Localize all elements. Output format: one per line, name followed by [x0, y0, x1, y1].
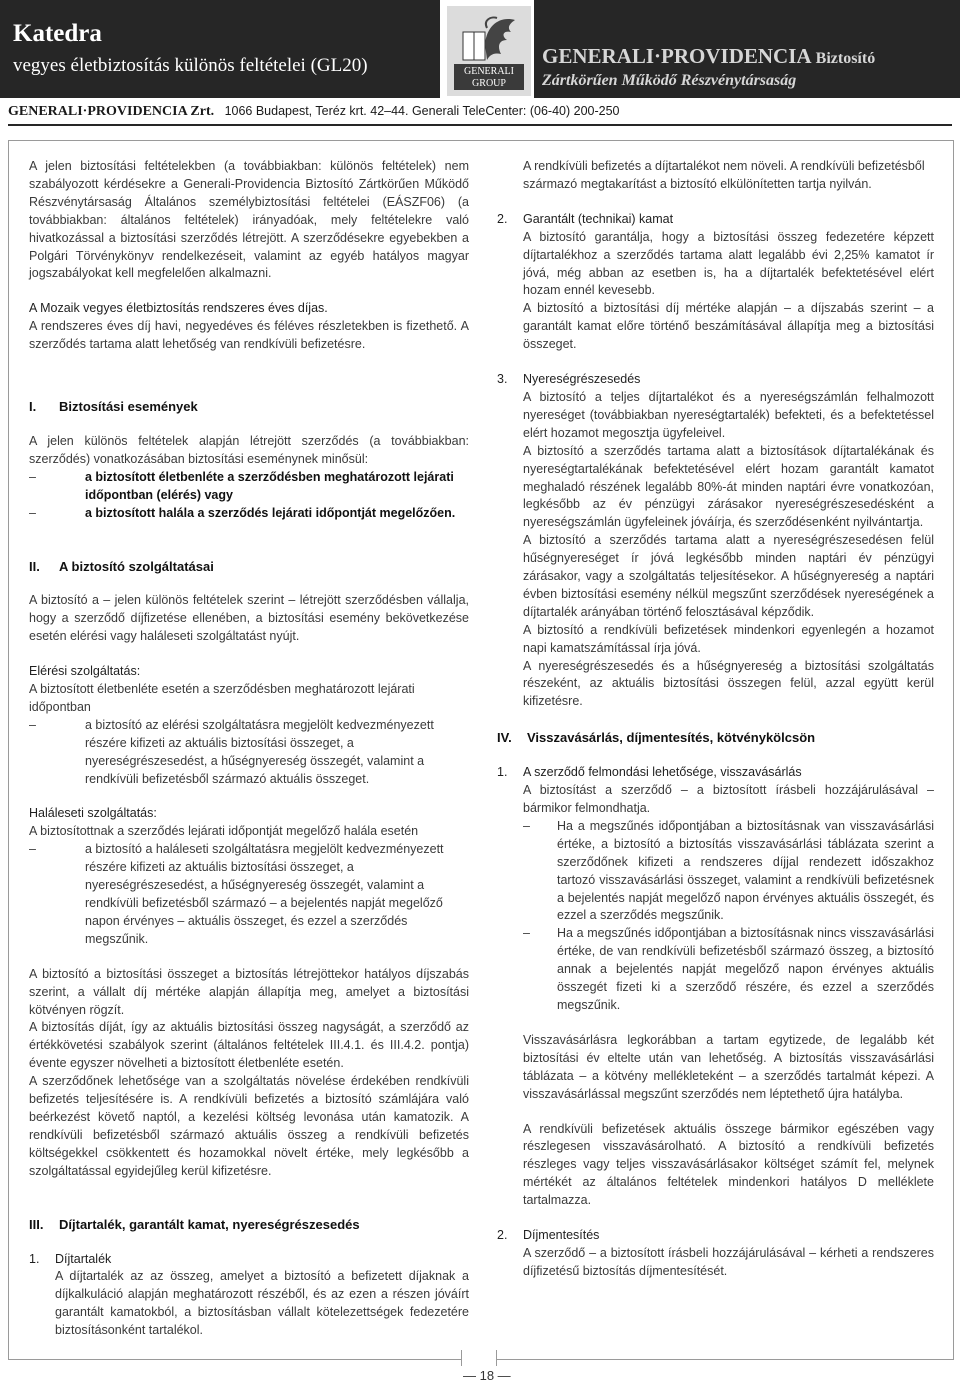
item-number: 1. — [497, 765, 508, 780]
section-heading — [29, 398, 469, 416]
list-item-text: a biztosított halála a szerződés lejárati időpontját megelőzően. — [85, 505, 456, 520]
section-heading — [497, 729, 934, 747]
paragraph: Visszavásárlásra legkorábban a tartam egytizede, de legalább két biztosítási év eltelte után van lehetőség. A biztosítás visszavásárlási táblázata – a kötvény mellékleteként – a szerződés tartalmát képezi. A visszavásárlással megszűnt szerződés nem léptethető újra hatályba. — [523, 1032, 934, 1101]
list-item: – a biztosító a haláleseti szolgáltatásra megjelölt kedvezményezett részére kifizeti az aktuális biztosítási összeget, a nyereségrészesedést, a hűségnyereség összegét, valamint a rendkívüli befizetésből származó – a bejelentés napját megelőző napon érvényes – aktuális összeget, és ezzel a szerződés megszűnik. — [29, 841, 469, 948]
section-heading — [29, 558, 469, 576]
paragraph: A biztosító a rendkívüli befizetések mindenkori egyenlegén a hozamot napi kamatszámítással írja jóvá. — [523, 622, 934, 655]
left-column — [29, 158, 469, 1340]
section-number: IV. — [497, 730, 512, 746]
paragraph: A biztosítást a szerződő – a biztosított írásbeli hozzájárulásával – bármikor felmondhatja. — [523, 783, 934, 815]
brand-name — [542, 44, 875, 69]
logo-badge: GENERALI GROUP — [454, 64, 524, 90]
paragraph: A biztosított életbenléte esetén a szerződésben meghatározott lejárati időpontban — [29, 682, 415, 714]
section-heading — [29, 1216, 469, 1234]
paragraph: A biztosító a szerződés tartama alatt a biztosítások díjtartalékának és nyereségtartalékának befektetésével elért hozam garantált kamatot meghaladó részének legalább 80%-át minden naptári évre vonatkozóan, legkésőbb az év pénzügyi zárásakor nyereségrészesedésként a nyereségszámlán ügyfeleinek jóváírja, és szerződésenként nyilvántartja. — [523, 443, 934, 530]
list-item-text: a biztosító a haláleseti szolgáltatásra megjelölt kedvezményezett részére kifizeti az aktuális biztosítási összeget, a nyereségrészesedést, a hűségnyereség összegét, valamint a rendkívüli befizetésből származó – a bejelentés napját megelőző napon érvényes – aktuális összeget, és ezzel a szerződés megszűnik. — [85, 842, 444, 946]
paragraph: A biztosító garantálja, hogy a biztosítási összeg fedezetére képzett díjtartalékhoz a szerződés tartama alatt legalább évi 2,25% kamatot ír jóvá, még abban az esetben is, ha a díjtartalék befektetésével elért hozam ennél kevesebb. — [523, 229, 934, 298]
paragraph: A biztosítás díját, így az aktuális biztosítási összeg nagyságát, a szerződő az értékkövetési szabályok szerint (általános feltételek III.4.1. és III.4.2. pontja) évente egyszer növelheti a biztosított életbenléte esetén. — [29, 1020, 469, 1071]
item-number: 2. — [497, 211, 508, 226]
section-title: Visszavásárlás, díjmentesítés, kötvénykölcsön — [527, 730, 816, 746]
paragraph: A jelen különös feltételek alapján létrejött szerződés (a továbbiakban: szerződés) vonatkozásában biztosítási eseménynek minősül: — [29, 433, 469, 466]
paragraph: A szerződőnek lehetősége van a szolgáltatás növelése érdekében rendkívüli befizetés teljesítésére is. A rendkívüli befizetés a biztosító számlájára való beérkezést követő naptól, a kezelési költség levonása után kamatozik. A rendkívüli befizetésből származó aktuális összeg a rendkívüli befizetés költségekkel csökkentett és hozamokkal növelt értéke, mely legkésőbb a szolgáltatással egyidejűleg kerül kifizetésre. — [29, 1074, 469, 1178]
page-number-notch — [461, 1350, 497, 1366]
paragraph: A biztosító a szerződés tartama alatt a nyereségrészesedésen felül hűségnyereséget ír jóvá legkésőbb minden naptári év pénzügyi zárásakor, vagy a szolgáltatás teljesítésekor. A hűségnyereség a naptári évben biztosítási esemény nélkül megszűnt szerződések nyereségének a díjtartalék arányában történő felosztásával képződik. — [523, 533, 934, 619]
numbered-item — [497, 764, 934, 782]
brand-label: GENERALI·PROVIDENCIA — [542, 44, 811, 68]
item-number: 3. — [497, 372, 508, 387]
product-subtitle: vegyes életbiztosítás különös feltételei (GL20) — [13, 55, 368, 76]
brand-suffix: Biztosító — [815, 50, 876, 67]
header-divider — [8, 124, 952, 126]
section-number: II. — [29, 558, 40, 574]
section-title: A biztosító szolgáltatásai — [59, 558, 214, 574]
page-number: — 18 — — [463, 1368, 511, 1383]
generali-logo — [447, 6, 531, 96]
paragraph: A nyereségrészesedés és a hűségnyereség a biztosítási szolgáltatás részeként, az aktuális biztosítási összegen felül, azzal együtt kerül kifizetésre. — [523, 658, 934, 709]
right-column — [497, 158, 934, 1281]
paragraph: A rendkívüli befizetések aktuális összege bármikor egészében vagy részlegesen visszavásárolható. A biztosító a rendkívüli befizetés részleges vagy teljes visszavásárlásakor költséget számít fel, melynek mértékét az általános feltételek mindenkori hatályos D melléklete tartalmazza. — [523, 1121, 934, 1208]
item-title: Díjtartalék — [55, 1251, 112, 1266]
section-title: Díjtartalék, garantált kamat, nyereségrészesedés — [59, 1216, 360, 1232]
header-brand-block — [534, 0, 960, 98]
paragraph: A rendkívüli befizetés a díjtartalékot nem növeli. A rendkívüli befizetésből származó megtakarítást a biztosító elkülönítetten tartja nyilván. — [523, 159, 925, 191]
company-address — [8, 104, 958, 120]
list-item-text: a biztosított életbenléte a szerződésben meghatározott lejárati időpontban (elérés) vagy — [85, 469, 454, 502]
item-number: 2. — [497, 1228, 508, 1243]
list-item-text: a biztosító az elérési szolgáltatásra megjelölt kedvezményezett részére kifizeti az aktuális biztosítási összeget, a nyereségrészesedést, a hűségnyereség összegét, valamint a rendkívüli befizetésből származó aktuális összeget. — [85, 717, 434, 786]
list-item-text: Ha a megszűnés időpontjában a biztosításnak nincs visszavásárlási értéke, de van rendkívüli befizetésből származó összeg, a biztosító annak a bejelentés napját megelőző napon érvényes aktuális összegét fizeti ki a szerződő részére, és ezzel a szerződés megszűnik. — [557, 926, 934, 1012]
paragraph: A biztosító a – jelen különös feltételek szerint – létrejött szerződésben vállalja, hogy a szerződő díjfizetése ellenében, a biztosítási esemény bekövetkezése esetén elérési vagy haláleseti szolgáltatást nyújt. — [29, 593, 469, 644]
list-item: – a biztosított életbenléte a szerződésben meghatározott lejárati időpontban (elérés) vagy — [29, 469, 469, 505]
paragraph: A biztosító a biztosítási összeget a biztosítás létrejöttekor hatályos díjszabás szerint, a vállalt díj mértéke alapján állapítja meg, amelyet a biztosítási kötvényen rögzít. — [29, 966, 469, 1017]
header-title-block — [0, 0, 440, 98]
paragraph: A díjtartalék az az összeg, amelyet a biztosító a befizetett díjaknak a díjkalkuláció alapján meghatározott részéből, és az ezen a részen jóváírt garantált kamatokból, a biztosításban vállalt kötelezettségek fedezetére biztosításonként tartalékol. — [55, 1269, 469, 1338]
subheading: Elérési szolgáltatás: — [29, 664, 141, 679]
lion-icon — [457, 14, 521, 64]
paragraph: A biztosítottnak a szerződés lejárati időpontját megelőző halála esetén — [29, 824, 419, 839]
numbered-item — [497, 1227, 934, 1245]
mozaik-title: A Mozaik vegyes életbiztosítás rendszeres éves díjas. — [29, 301, 328, 316]
list-item: – Ha a megszűnés időpontjában a biztosításnak nincs visszavásárlási értéke, de van rendkívüli befizetésből származó összeg, a biztosító annak a bejelentés napját megelőző napon érvényes aktuális összegét fizeti ki a szerződő részére, és ezzel a szerződés megszűnik. — [497, 925, 934, 1015]
numbered-item — [497, 211, 934, 229]
company-name: GENERALI·PROVIDENCIA Zrt. — [8, 104, 215, 119]
item-title: Garantált (technikai) kamat — [523, 211, 674, 226]
list-item-text: Ha a megszűnés időpontjában a biztosításnak van visszavásárlási értéke, a biztosító a biztosítás visszavásárlási táblázata szerint a szerződőnek kifizeti a rendszeres díjjal rendezett időszakhoz tartozó visszavásárlási összeget, valamint a rendkívüli befizetésnek a bejelentés napját megelőző napon érvényes aktuális összegét, és ezzel a szerződés megszűnik. — [557, 818, 934, 923]
paragraph: A biztosító a teljes díjtartalékot és a nyereségszámlán felhalmozott nyereséget (továbbiakban nyereségtartalék) befekteti, és a befektetéssel elért hozamot megosztja ügyfeleivel. — [523, 389, 934, 440]
section-number: I. — [29, 399, 37, 415]
numbered-item — [29, 1251, 469, 1269]
item-title: Díjmentesítés — [523, 1228, 600, 1243]
list-item: – Ha a megszűnés időpontjában a biztosításnak van visszavásárlási értéke, a biztosító a biztosítás visszavásárlási táblázata szerint a szerződőnek kifizeti a rendszeres díjjal rendezett időszakhoz tartozó visszavásárlási összeget, valamint a rendkívüli befizetésnek a bejelentés napját megelőző napon érvényes aktuális összegét, és ezzel a szerződés megszűnik. — [497, 818, 934, 925]
mozaik-text: A rendszeres éves díj havi, negyedéves és féléves részletekben is fizethető. A szerződés tartama alatt lehetőség van rendkívüli befizetésre. — [29, 319, 469, 352]
list-item: – a biztosító az elérési szolgáltatásra megjelölt kedvezményezett részére kifizeti az aktuális biztosítási összeget, a nyereségrészesedést, a hűségnyereség összegét, valamint a rendkívüli befizetésből származó aktuális összeget. — [29, 717, 469, 789]
subheading: Haláleseti szolgáltatás: — [29, 806, 157, 821]
item-title: A szerződő felmondási lehetősége, visszavásárlás — [523, 765, 802, 780]
item-number: 1. — [29, 1251, 40, 1266]
product-title: Katedra — [13, 20, 102, 47]
paragraph: A szerződő – a biztosított írásbeli hozzájárulásával – kérheti a rendszeres díjfizetésű biztosítás díjmentesítését. — [523, 1245, 934, 1278]
section-title: Biztosítási események — [59, 399, 198, 415]
list-item: – a biztosított halála a szerződés lejárati időpontját megelőzően. — [29, 505, 469, 523]
item-title: Nyereségrészesedés — [523, 372, 641, 387]
page-header — [0, 0, 960, 100]
brand-subtitle: Zártkörűen Működő Részvénytársaság — [542, 72, 797, 89]
paragraph: A biztosító a biztosítási díj mértéke alapján – a díjszabás szerint – a garantált kamat előre történő beszámításával állapítja meg a biztosítási összeget. — [523, 301, 934, 352]
numbered-item — [497, 371, 934, 389]
intro-paragraph: A jelen biztosítási feltételekben (a továbbiakban: különös feltételek) nem szabályozott kérdésekre a Generali-Providencia Biztosító Zártkörűen Működő Részvénytársaság Általános személybiztosítási feltételei (EÁSZF06) (a továbbiakban: általános feltételek) irányadóak, mely feltételekre való hivatkozással a biztosítási szerződés létrejött. A szerződésekre egyebekben a Polgári Törvénykönyv rendelkezéseit, valamint az egyéb hatályos magyar jogszabályokat kell megfelelően alkalmazni. — [29, 159, 469, 281]
address-text: 1066 Budapest, Teréz krt. 42–44. Generali TeleCenter: (06-40) 200-250 — [224, 104, 620, 118]
section-number: III. — [29, 1216, 44, 1232]
